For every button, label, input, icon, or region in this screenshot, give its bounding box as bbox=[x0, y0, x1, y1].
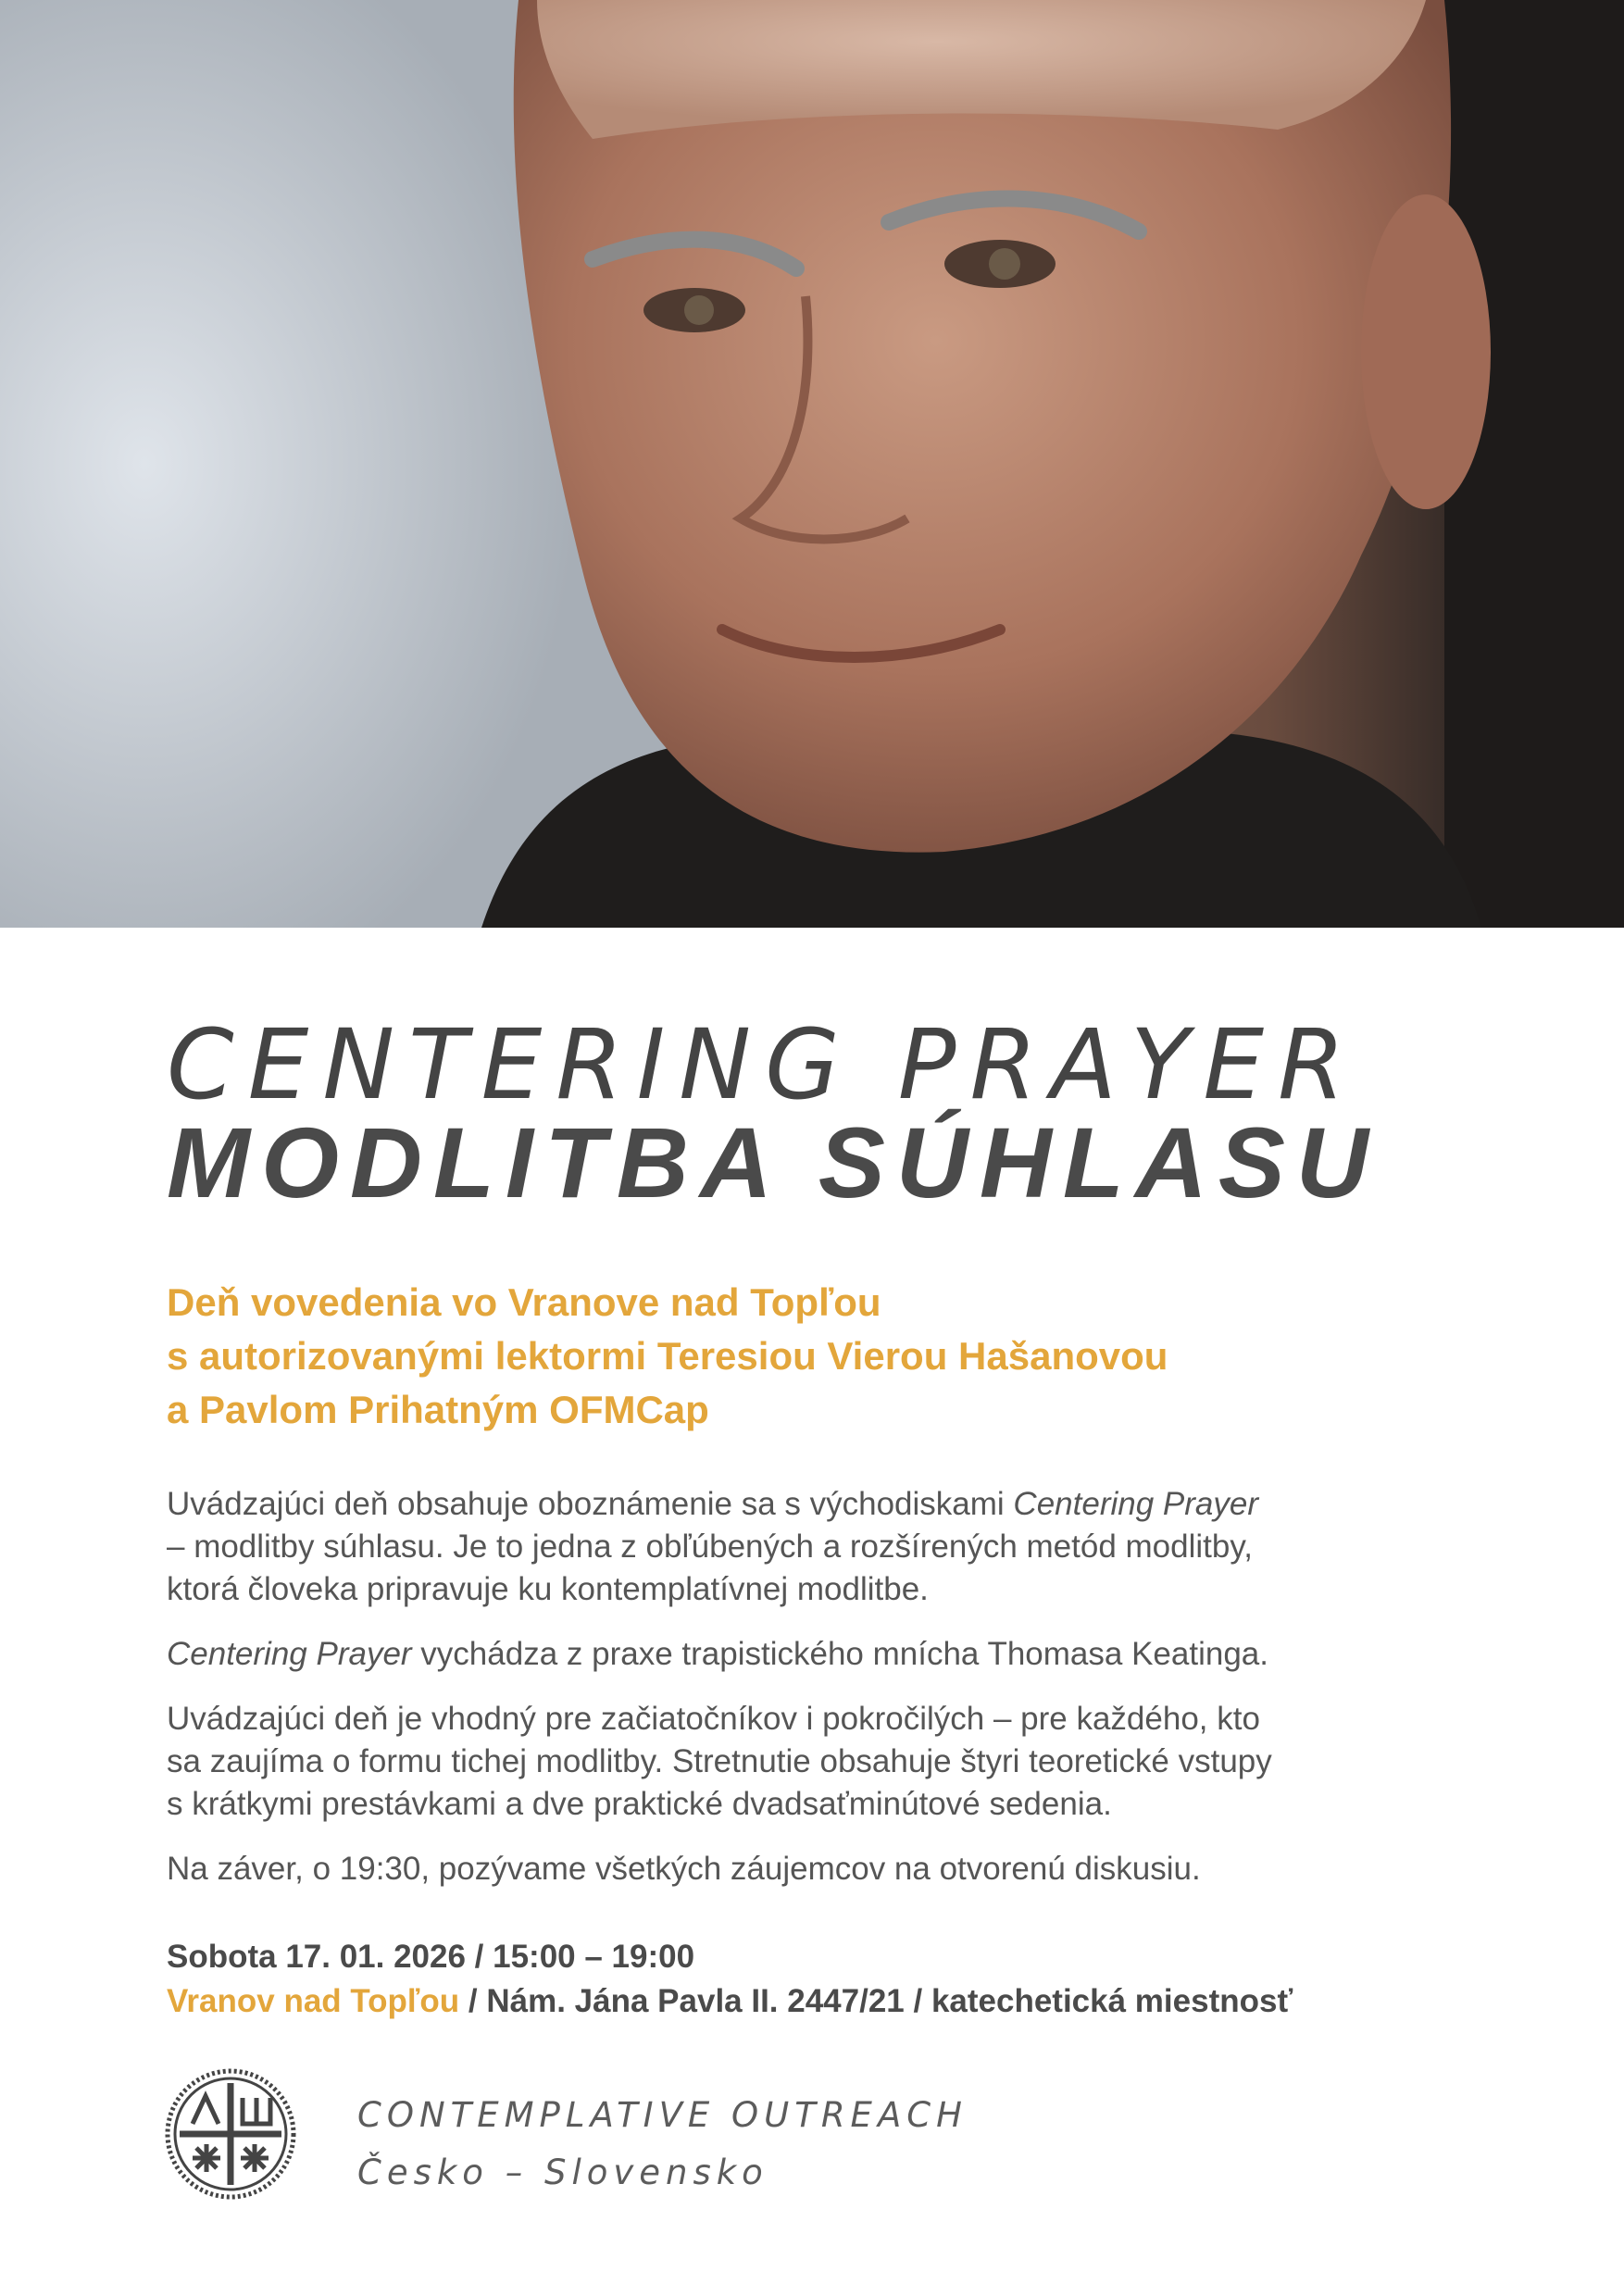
portrait-illustration bbox=[0, 0, 1624, 928]
p2-italic: Centering Prayer bbox=[167, 1636, 412, 1672]
event-city: Vranov nad Topľou bbox=[167, 1983, 460, 2019]
organization bbox=[357, 2087, 968, 2202]
paragraph-3 bbox=[167, 1698, 1481, 1826]
title-line-2: MODLITBA SÚHLASU bbox=[167, 1106, 1380, 1218]
p2-rest: vychádza z praxe trapistického mnícha Thomasa Keatinga. bbox=[411, 1636, 1268, 1672]
paragraph-1 bbox=[167, 1483, 1481, 1611]
p1-line-1a: Uvádzajúci deň obsahuje oboznámenie sa s východiskami bbox=[167, 1486, 1014, 1522]
logo-icon bbox=[163, 2066, 298, 2202]
organization-name: CONTEMPLATIVE OUTREACH bbox=[357, 2095, 968, 2135]
portrait-photo bbox=[0, 0, 1624, 928]
title-line-1: CENTERING PRAYER bbox=[167, 1008, 1359, 1121]
organization-region: Česko – Slovensko bbox=[357, 2152, 768, 2192]
p4-line: Na záver, o 19:30, pozývame všetkých záujemcov na otvorenú diskusiu. bbox=[167, 1851, 1201, 1887]
p1-line-2: – modlitby súhlasu. Je to jedna z obľúbených a rozšírených metód modlitby, bbox=[167, 1529, 1253, 1565]
paragraph-2 bbox=[167, 1633, 1481, 1676]
subtitle-line-2: s autorizovanými lektormi Teresiou Vierou Hašanovou bbox=[167, 1334, 1168, 1378]
event-details bbox=[167, 1935, 1500, 2024]
body-text bbox=[167, 1483, 1481, 1913]
contemplative-outreach-logo bbox=[163, 2066, 298, 2202]
event-location bbox=[167, 1979, 1500, 2024]
p3-line-2: sa zaujíma o formu tichej modlitby. Stretnutie obsahuje štyri teoretické vstupy bbox=[167, 1743, 1272, 1779]
subtitle-line-1: Deň vovedenia vo Vranove nad Topľou bbox=[167, 1280, 881, 1324]
p3-line-1: Uvádzajúci deň je vhodný pre začiatočníkov i pokročilých – pre každého, kto bbox=[167, 1701, 1260, 1737]
event-date: Sobota 17. 01. 2026 / 15:00 – 19:00 bbox=[167, 1939, 695, 1975]
p1-line-3: ktorá človeka pripravuje ku kontemplatívnej modlitbe. bbox=[167, 1571, 929, 1607]
event-address: / Nám. Jána Pavla II. 2447/21 / katechetická miestnosť bbox=[459, 1983, 1293, 2019]
subtitle bbox=[167, 1276, 1500, 1437]
p3-line-3: s krátkymi prestávkami a dve praktické dvadsaťminútové sedenia. bbox=[167, 1786, 1112, 1822]
subtitle-line-3: a Pavlom Prihatným OFMCap bbox=[167, 1388, 709, 1431]
p1-line-1b: Centering Prayer bbox=[1013, 1486, 1258, 1522]
paragraph-4 bbox=[167, 1848, 1481, 1890]
